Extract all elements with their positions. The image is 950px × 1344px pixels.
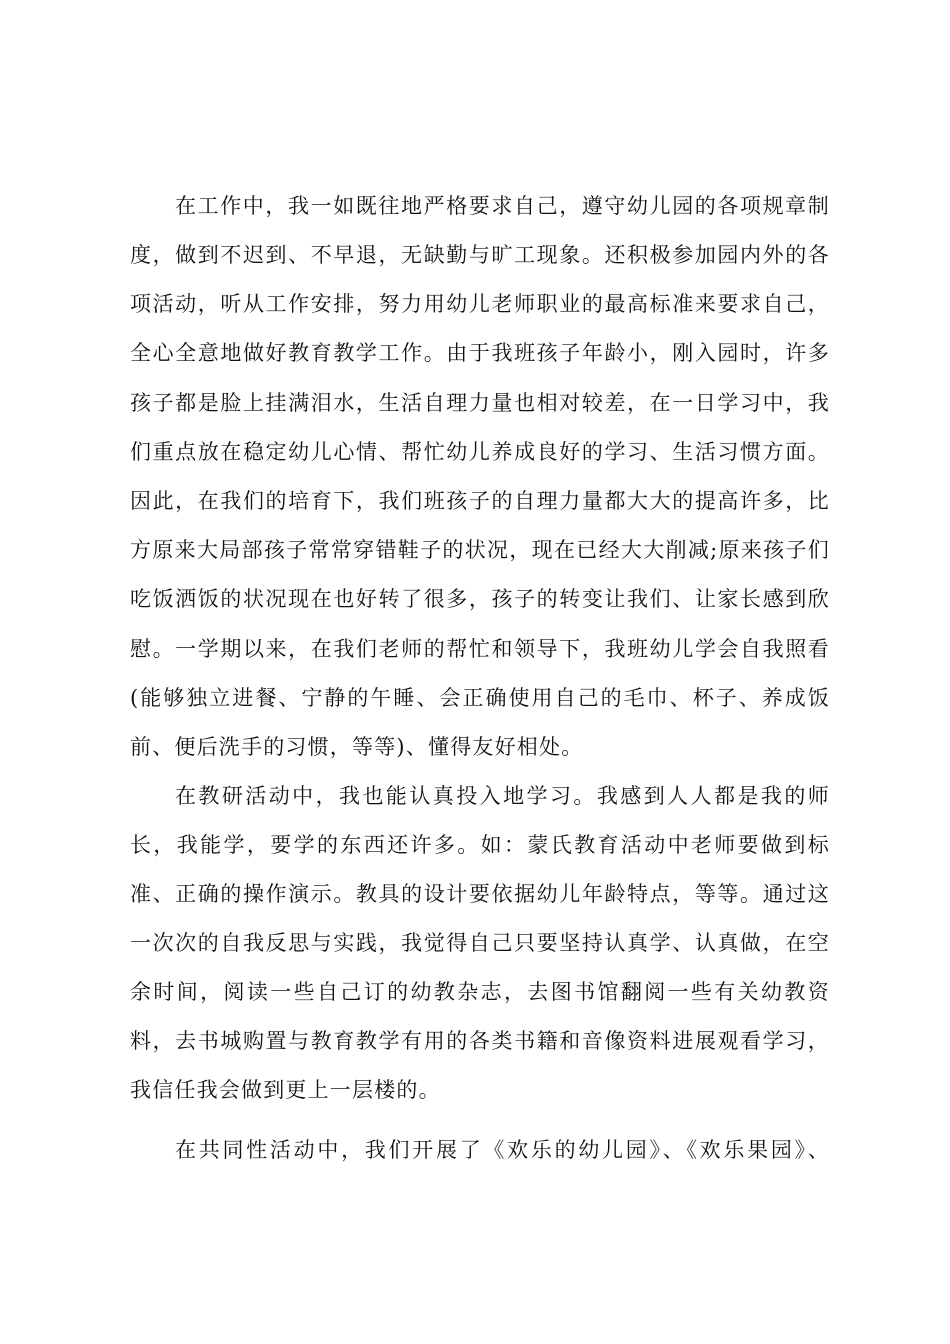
paragraph-1-line-3: 项活动，听从工作安排，努力用幼儿老师职业的最高标准来要求自己， <box>130 292 830 316</box>
paragraph-1-line-10: 慰。一学期以来，在我们老师的帮忙和领导下，我班幼儿学会自我照看 <box>130 637 830 661</box>
paragraph-1-line-12: 前、便后洗手的习惯，等等)、懂得友好相处。 <box>130 735 584 759</box>
paragraph-2-line-5: 余时间，阅读一些自己订的幼教杂志，去图书馆翻阅一些有关幼教资 <box>130 980 830 1004</box>
paragraph-2-line-7: 我信任我会做到更上一层楼的。 <box>130 1078 441 1102</box>
paragraph-1-line-4: 全心全意地做好教育教学工作。由于我班孩子年龄小，刚入园时，许多 <box>130 341 830 365</box>
paragraph-1-line-5: 孩子都是脸上挂满泪水，生活自理力量也相对较差，在一日学习中，我 <box>130 391 830 415</box>
paragraph-1-line-2: 度，做到不迟到、不早退，无缺勤与旷工现象。还积极参加园内外的各 <box>130 243 830 267</box>
paragraph-1-line-9: 吃饭洒饭的状况现在也好转了很多，孩子的转变让我们、让家长感到欣 <box>130 587 830 611</box>
paragraph-1-line-6: 们重点放在稳定幼儿心情、帮忙幼儿养成良好的学习、生活习惯方面。 <box>130 440 830 464</box>
paragraph-2-line-4: 一次次的自我反思与实践，我觉得自己只要坚持认真学、认真做，在空 <box>130 931 830 955</box>
paragraph-1-line-11: (能够独立进餐、宁静的午睡、会正确使用自己的毛巾、杯子、养成饭 <box>130 686 830 710</box>
paragraph-2-line-6: 料，去书城购置与教育教学有用的各类书籍和音像资料进展观看学习， <box>130 1029 830 1053</box>
paragraph-3-line-1: 在共同性活动中，我们开展了《欢乐的幼儿园》、《欢乐果园》、 <box>175 1138 830 1162</box>
paragraph-1-line-7: 因此，在我们的培育下，我们班孩子的自理力量都大大的提高许多，比 <box>130 489 830 513</box>
paragraph-1-line-8: 方原来大局部孩子常常穿错鞋子的状况，现在已经大大削减;原来孩子们 <box>130 538 830 562</box>
paragraph-1-line-1: 在工作中，我一如既往地严格要求自己，遵守幼儿园的各项规章制 <box>175 194 830 218</box>
paragraph-2-line-3: 准、正确的操作演示。教具的设计要依据幼儿年龄特点，等等。通过这 <box>130 882 830 906</box>
paragraph-2-line-1: 在教研活动中，我也能认真投入地学习。我感到人人都是我的师 <box>175 784 830 808</box>
paragraph-2-line-2: 长，我能学，要学的东西还许多。如：蒙氏教育活动中老师要做到标 <box>130 833 830 857</box>
